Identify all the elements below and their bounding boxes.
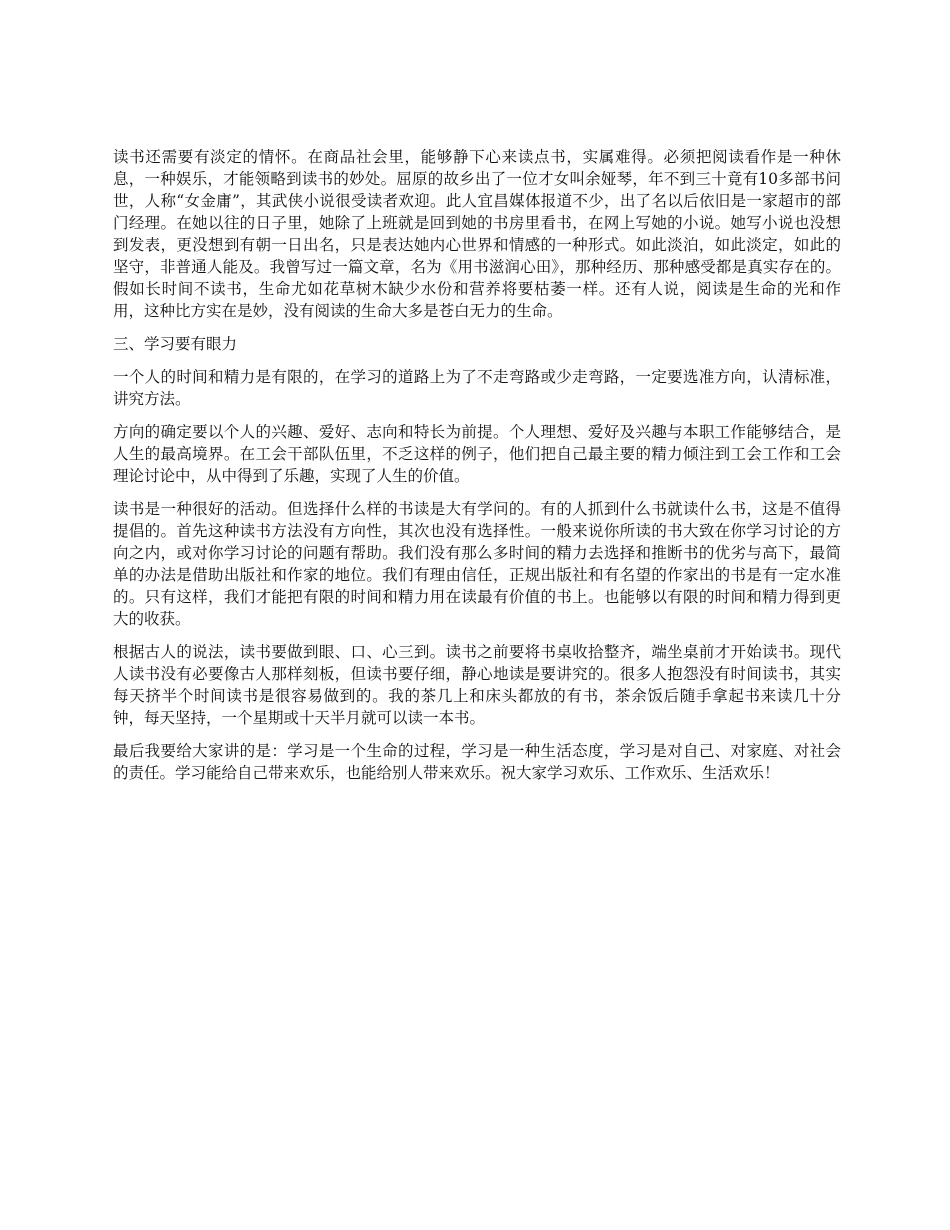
paragraph-ancient-method: 根据古人的说法，读书要做到眼、口、心三到。读书之前要将书桌收拾整齐，端坐桌前才开始读书。现代人读书没有必要像古人那样刻板，但读书要仔细，静心地读是要讲究的。很多人抱怨没有时间读书，其实每天挤半个时间读书是很容易做到的。我的茶几上和床头都放的有书，茶余饭后随手拿起书来读几十分钟，每天坚持，一个星期或十天半月就可以读一本书。 [113, 643, 841, 727]
section-heading-3: 三、学习要有眼力 [113, 335, 238, 353]
paragraph-limited-time: 一个人的时间和精力是有限的，在学习的道路上为了不走弯路或少走弯路，一定要选准方向，认清标准，讲究方法。 [113, 368, 841, 408]
paragraph-direction: 方向的确定要以个人的兴趣、爱好、志向和特长为前提。个人理想、爱好及兴趣与本职工作能够结合，是人生的最高境界。在工会干部队伍里，不乏这样的例子，他们把自己最主要的精力倾注到工会工作和工会理论讨论中，从中得到了乐趣，实现了人生的价值。 [113, 423, 841, 485]
document-page [113, 146, 841, 795]
paragraph-calm-reading: 读书还需要有淡定的情怀。在商品社会里，能够静下心来读点书，实属难得。必须把阅读看作是一种休息，一种娱乐，才能领略到读书的妙处。屈原的故乡出了一位才女叫余娅琴，年不到三十竟有10多部书问世，人称“女金庸”，其武侠小说很受读者欢迎。此人宜昌媒体报道不少，出了名以后依旧是一家超市的部门经理。在她以往的日子里，她除了上班就是回到她的书房里看书，在网上写她的小说。她写小说也没想到发表，更没想到有朝一日出名，只是表达她内心世界和情感的一种形式。如此淡泊，如此淡定，如此的坚守，非普通人能及。我曾写过一篇文章，名为《用书滋润心田》，那种经历、那种感受都是真实存在的。假如长时间不读书，生命尤如花草树木缺少水份和营养将要枯萎一样。还有人说，阅读是生命的光和作用，这种比方实在是妙，没有阅读的生命大多是苍白无力的生命。 [113, 148, 841, 320]
paragraph-closing: 最后我要给大家讲的是：学习是一个生命的过程，学习是一种生活态度，学习是对自己、对家庭、对社会的责任。学习能给自己带来欢乐，也能给别人带来欢乐。祝大家学习欢乐、工作欢乐、生活欢乐！ [113, 742, 841, 782]
paragraph-choosing-books: 读书是一种很好的活动。但选择什么样的书读是大有学问的。有的人抓到什么书就读什么书，这是不值得提倡的。首先这种读书方法没有方向性，其次也没有选择性。一般来说你所读的书大致在你学习讨论的方向之内，或对你学习讨论的问题有帮助。我们没有那么多时间的精力去选择和推断书的优劣与高下，最简单的办法是借助出版社和作家的地位。我们有理由信任，正规出版社和有名望的作家出的书是有一定水准的。只有这样，我们才能把有限的时间和精力用在读最有价值的书上。也能够以有限的时间和精力得到更大的收获。 [113, 500, 841, 628]
